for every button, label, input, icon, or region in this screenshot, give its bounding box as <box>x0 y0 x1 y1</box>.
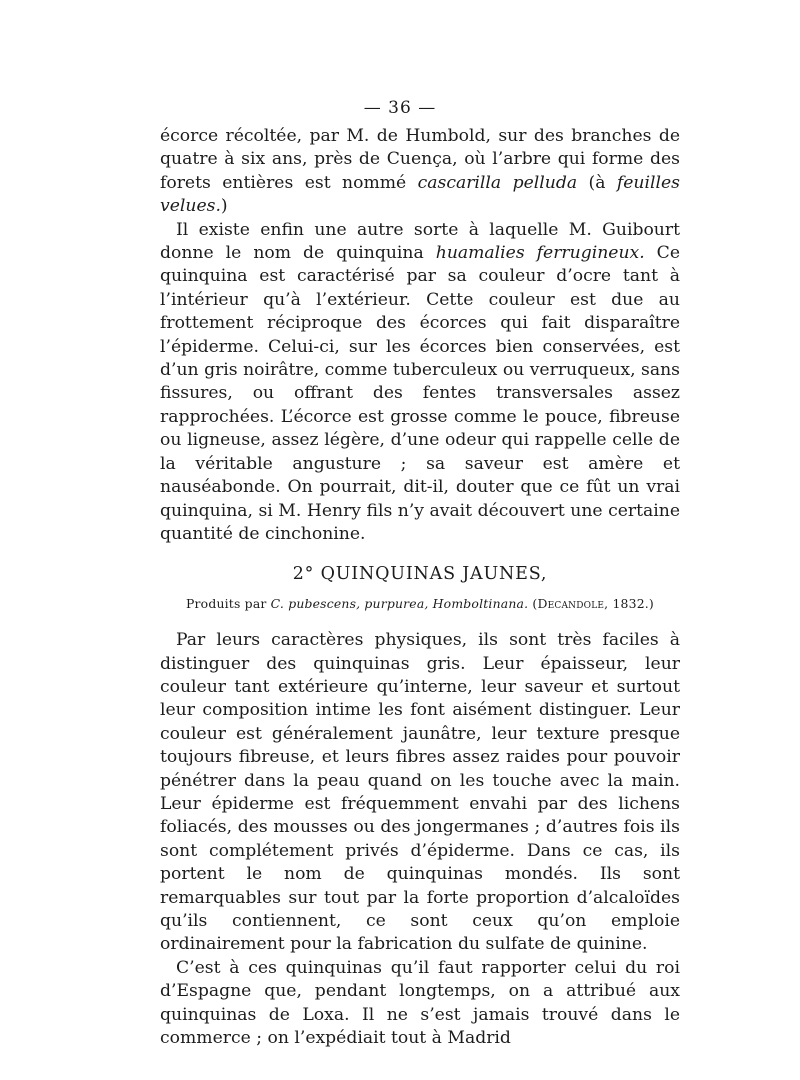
section-subtitle <box>160 592 680 615</box>
body-text <box>160 125 680 1050</box>
continuation-paren-italic: feuilles velues. <box>160 172 680 217</box>
subtitle-start: Produits par <box>186 595 271 611</box>
huamalies-text-start: Il existe enfin une autre sorte à laquelle M. Guibourt donne le nom de quinquina <box>160 219 680 264</box>
paragraph-continuation <box>160 125 680 219</box>
continuation-text: écorce récoltée, par M. de Humbold, sur des branches de quatre à six ans, près de Cuença, où l’arbre qui forme des forets entières est nommé <box>160 126 680 193</box>
huamalies-text-rest: Ce quinquina est caractérisé par sa couleur d’ocre tant à l’intérieur qu’à l’extérieur. Cette couleur est due au frottement réciproque des écorces qui fait disparaître l’épiderme. Celui-ci, sur les écorces bien conservées, est d’un gris noirâtre, comme tuberculeux ou verruqueux, sans fissures, ou offrant des fentes transversales assez rapprochées. L’écorce est grosse comme le pouce, fibreuse ou ligneuse, assez légère, d’une odeur qui rappelle celle de la véritable angusture ; sa saveur est amère et nauséabonde. On pourrait, dit-il, douter que ce fût un vrai quinquina, si M. Henry fils n’y avait découvert une certaine quantité de cinchonine. <box>160 243 680 544</box>
paragraph-roi-espagne: C’est à ces quinquinas qu’il faut rapporter celui du roi d’Espagne que, pendant longtemps, on a attribué aux quinquinas de Loxa. Il ne s’est jamais trouvé dans le commerce ; on l’expédiait tout à Madrid <box>160 957 680 1049</box>
paragraph-physical-characters: Par leurs caractères physiques, ils sont très faciles à distinguer des quinquinas gris. Leur épaisseur, leur couleur tant extérieure qu’interne, leur saveur et surtout leur composition intime les font aisément distinguer. Leur couleur est généralement jaunâtre, leur texture presque toujours fibreuse, et leurs fibres assez raides pour pouvoir pénétrer dans la peau quand on les touche avec la main. Leur épiderme est fréquemment envahi par des lichens foliacés, des mousses ou des jongermanes ; d’autres fois ils sont complétement privés d’épiderme. Dans ce cas, ils portent le nom de quinquinas mondés. Ils sont remarquables sur tout par la forte proportion d’alcaloïdes qu’ils contiennent, ce sont ceux qu’on emploie ordinairement pour la fabrication du sulfate de quinine. <box>160 630 680 955</box>
subtitle-author: Decandole <box>537 595 605 611</box>
subtitle-end: , 1832.) <box>604 595 654 611</box>
section-title: 2° QUINQUINAS JAUNES, <box>292 564 548 585</box>
continuation-italic-name: cascarilla pelluda <box>417 172 578 193</box>
huamalies-italic-name: huamalies ferrugineux. <box>435 243 645 264</box>
subtitle-species: C. pubescens, purpurea, Homboltinana. <box>270 595 529 611</box>
continuation-paren-close: ) <box>220 196 228 217</box>
continuation-paren-open: (à <box>577 172 617 193</box>
paragraph-huamalies <box>160 219 680 547</box>
subtitle-open: ( <box>528 595 538 611</box>
page-number: — 36 — <box>363 98 437 118</box>
